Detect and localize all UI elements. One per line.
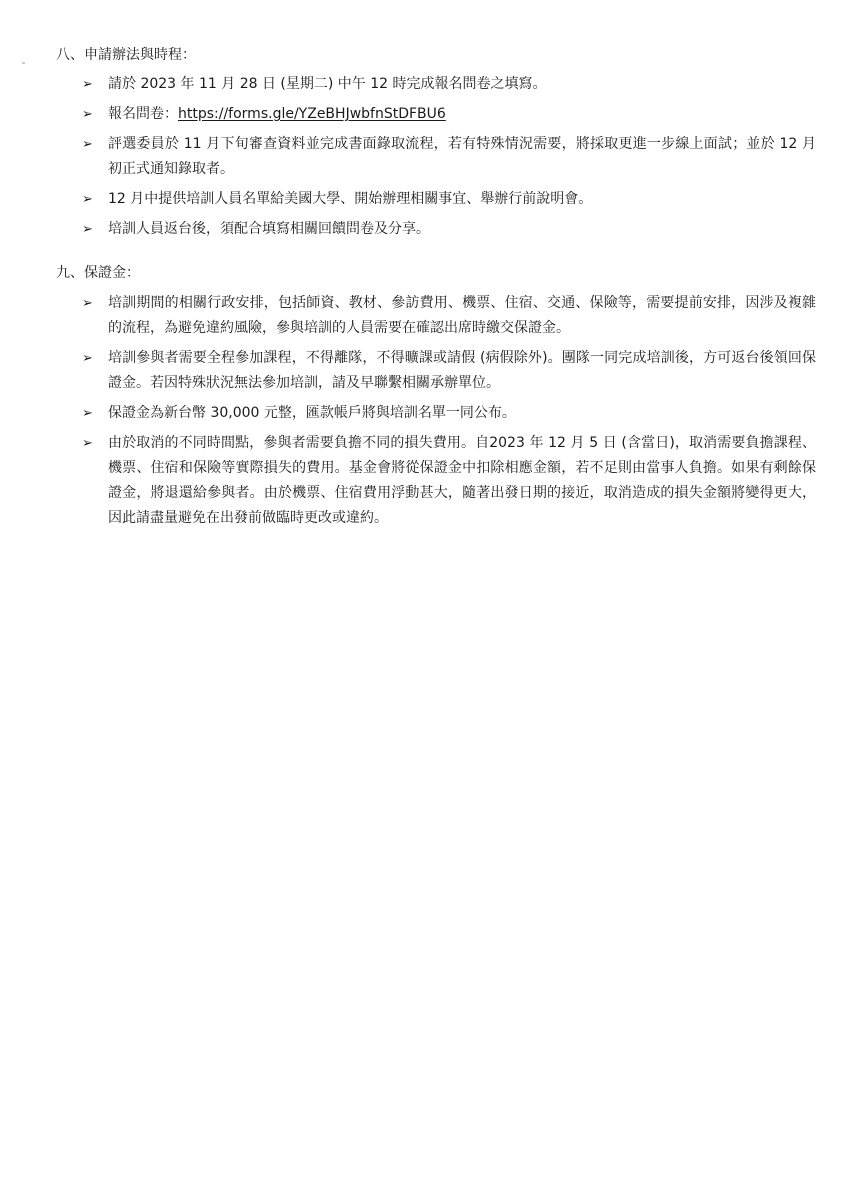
list-item — [56, 102, 816, 127]
list-item — [56, 187, 816, 212]
list-item — [56, 217, 816, 242]
arrow-bullet-icon: ➢ — [82, 351, 93, 366]
list-item — [56, 431, 816, 531]
arrow-bullet-icon: ➢ — [82, 192, 93, 207]
list-item — [56, 72, 816, 97]
item-text: 請於 2023 年 11 月 28 日 (星期二) 中午 12 時完成報名問卷之填寫。 — [108, 76, 547, 92]
item-list — [56, 291, 816, 531]
section-title: 九、保證金： — [56, 265, 140, 281]
item-list — [56, 72, 816, 242]
arrow-bullet-icon: ➢ — [82, 296, 93, 311]
section-application-schedule — [56, 45, 816, 247]
scan-speck — [22, 62, 25, 64]
list-item — [56, 291, 816, 341]
registration-form-link[interactable]: https://forms.gle/YZeBHJwbfnStDFBU6 — [178, 106, 446, 122]
item-text — [108, 102, 816, 127]
item-text: 評選委員於 11 月下旬審查資料並完成書面錄取流程，若有特殊情況需要，將採取更進一步線上面試；並於 12 月初正式通知錄取者。 — [108, 136, 816, 177]
list-item — [56, 346, 816, 396]
item-text: 培訓期間的相關行政安排，包括師資、教材、參訪費用、機票、住宿、交通、保險等，需要提前安排，因涉及複雜的流程，為避免違約風險，參與培訓的人員需要在確認出席時繳交保證金。 — [108, 295, 816, 336]
arrow-bullet-icon: ➢ — [82, 406, 93, 421]
arrow-bullet-icon: ➢ — [82, 107, 93, 122]
list-item — [56, 132, 816, 182]
list-item — [56, 401, 816, 426]
registration-form-label: 報名問卷： — [108, 106, 178, 122]
arrow-bullet-icon: ➢ — [82, 222, 93, 237]
item-text: 培訓人員返台後，須配合填寫相關回饋問卷及分享。 — [108, 221, 430, 237]
item-text: 培訓參與者需要全程參加課程，不得離隊，不得曠課或請假 (病假除外)。團隊一同完成培訓後，方可返台後領回保證金。若因特殊狀況無法參加培訓，請及早聯繫相關承辦單位。 — [108, 350, 816, 391]
section-title: 八、申請辦法與時程： — [56, 47, 196, 63]
arrow-bullet-icon: ➢ — [82, 77, 93, 92]
item-text: 12 月中提供培訓人員名單給美國大學、開始辦理相關事宜、舉辦行前說明會。 — [108, 191, 593, 207]
arrow-bullet-icon: ➢ — [82, 137, 93, 152]
arrow-bullet-icon: ➢ — [82, 436, 93, 451]
item-text: 由於取消的不同時間點，參與者需要負擔不同的損失費用。自2023 年 12 月 5 日 (含當日)，取消需要負擔課程、機票、住宿和保險等實際損失的費用。基金會將從保證金中扣除相應金額，若不足則由當事人負擔。如果有剩餘保證金，將退還給參與者。由於機票、住宿費用浮動甚大，隨著出發日期的接近，取消造成的損失金額將變得更大，因此請盡量避免在出發前做臨時更改或違約。 — [108, 435, 816, 526]
item-text: 保證金為新台幣 30,000 元整，匯款帳戶將與培訓名單一同公布。 — [108, 405, 516, 421]
section-deposit — [56, 263, 816, 536]
